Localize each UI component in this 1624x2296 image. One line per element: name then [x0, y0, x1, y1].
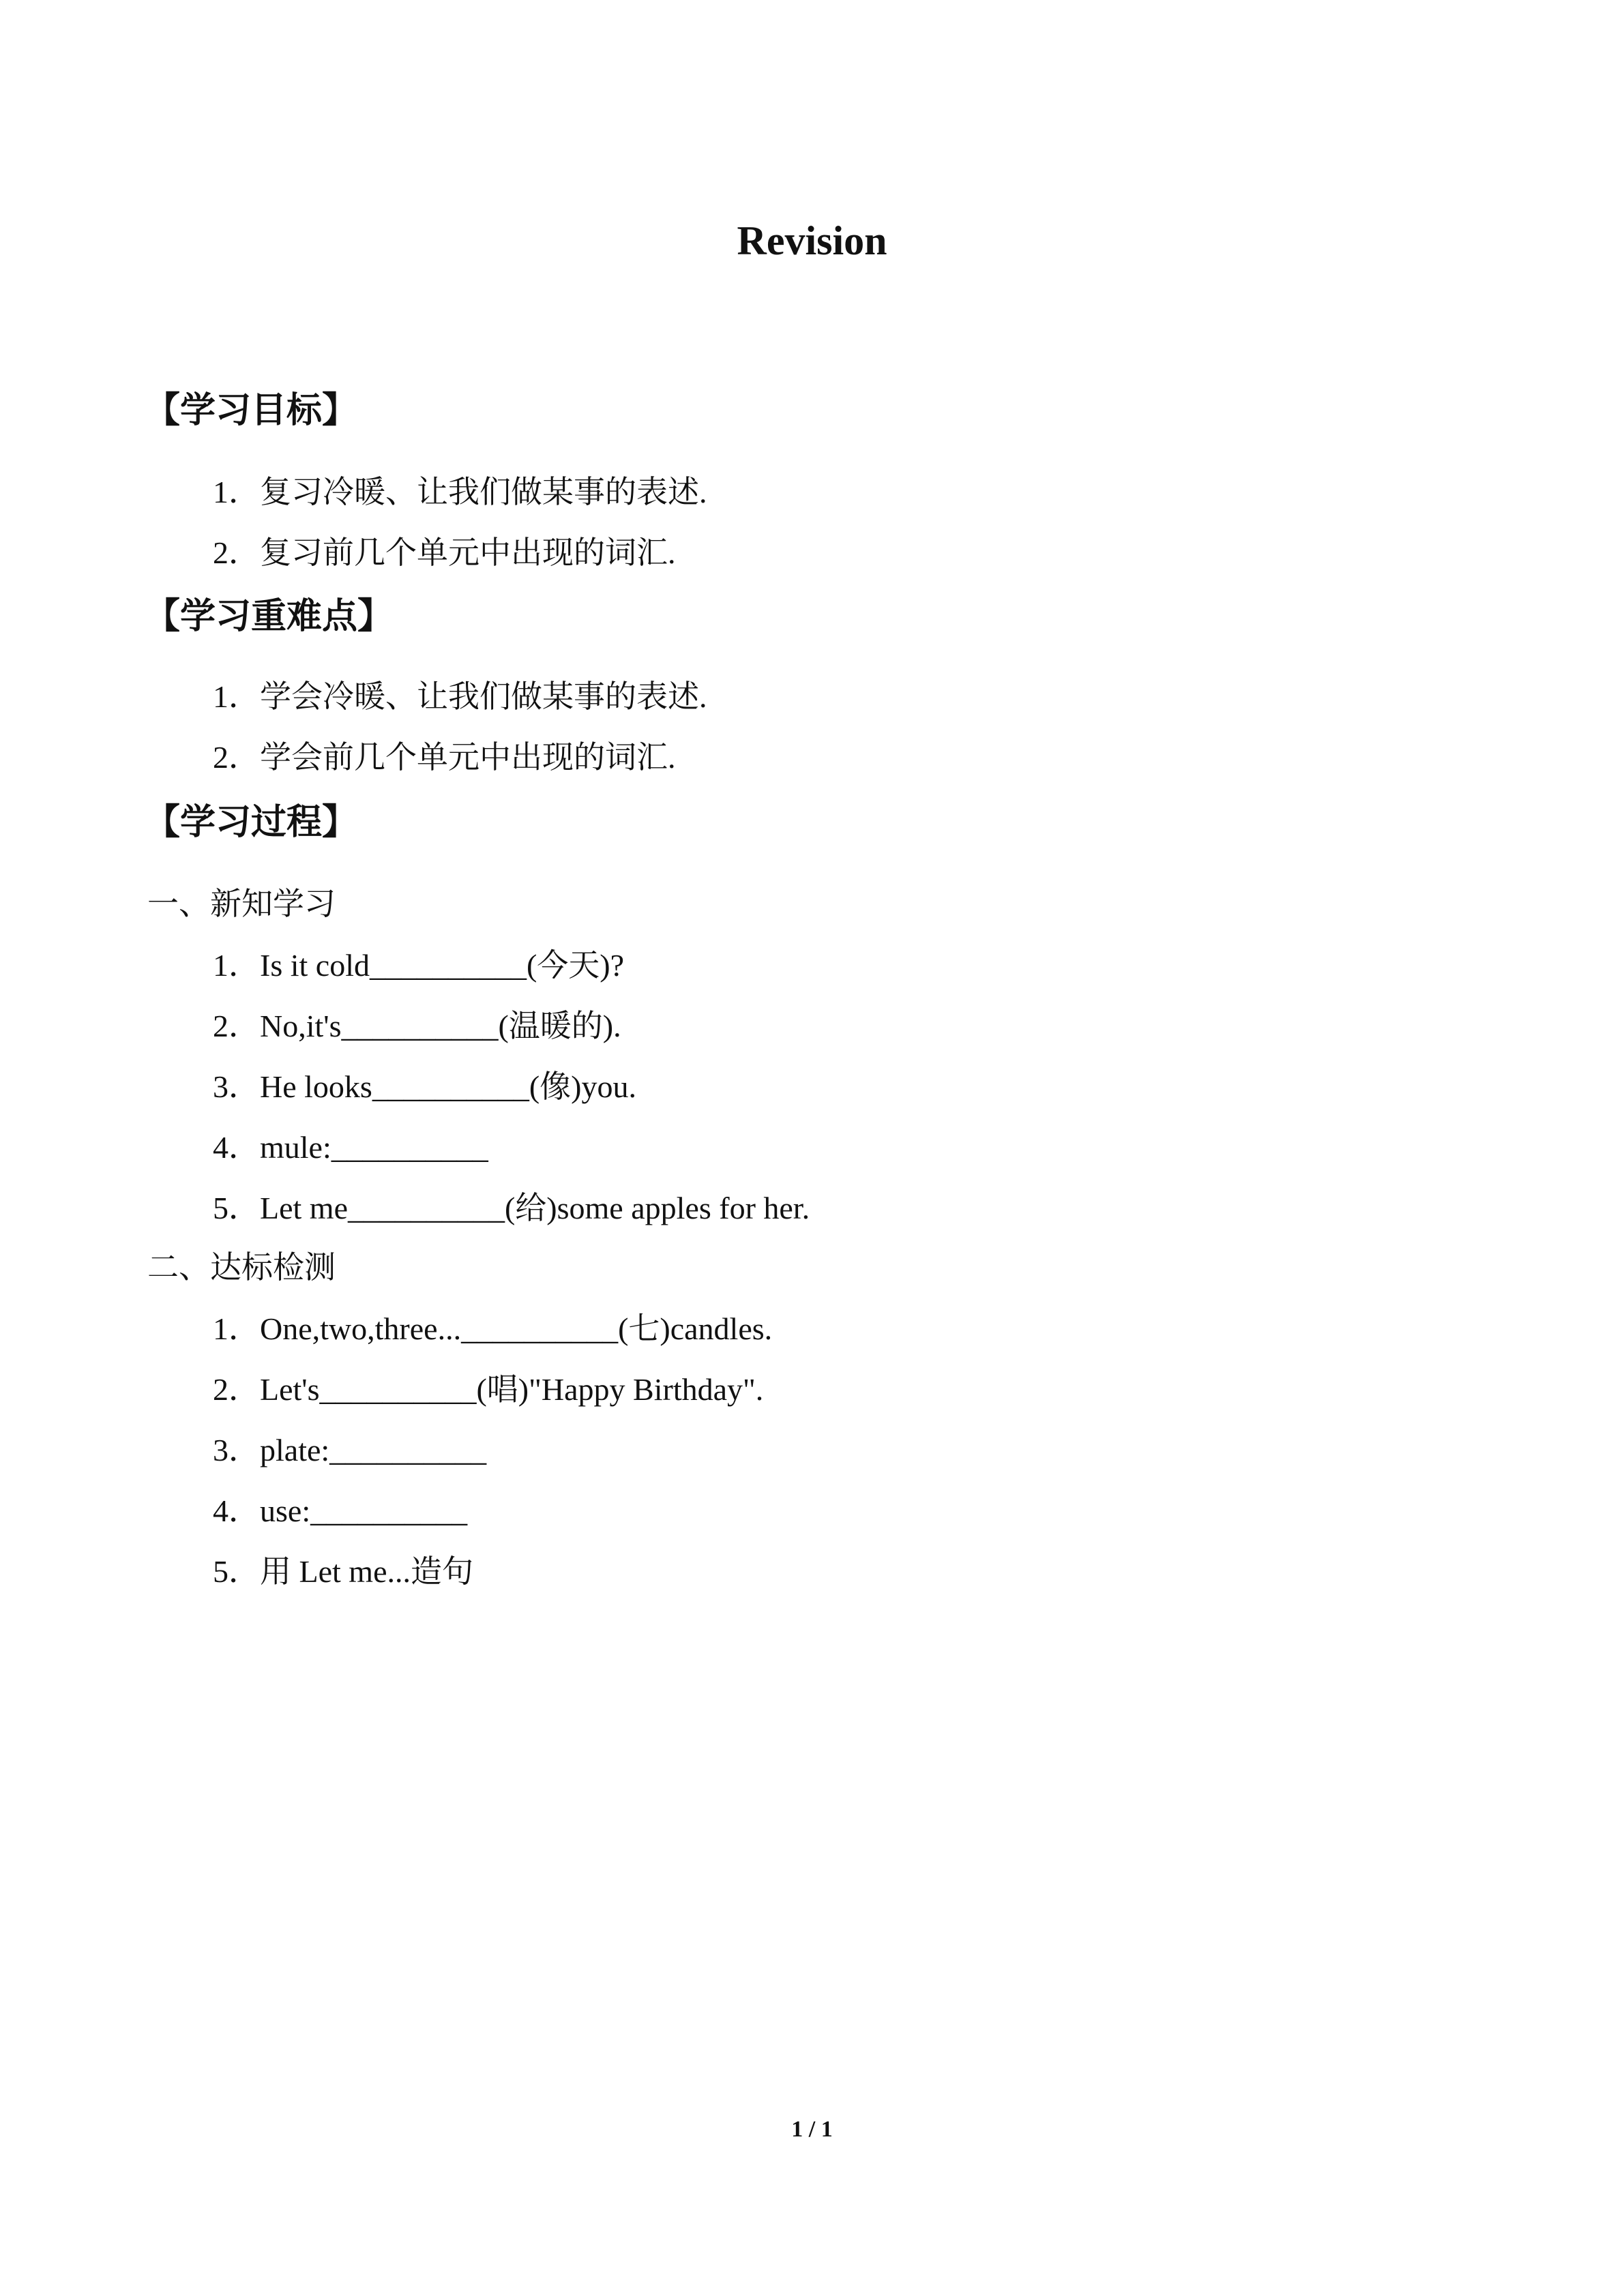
exercise-item-1-2: 2．No,it's__________(温暖的). — [213, 1009, 621, 1043]
exercise-item-1-1: 1．Is it cold__________(今天)? — [213, 948, 625, 983]
exercise-item-2-3: 3．plate:__________ — [213, 1433, 487, 1467]
key-point-item-2: 2．学会前几个单元中出现的词汇. — [213, 740, 676, 775]
section-heading-key-points: 【学习重难点】 — [145, 596, 394, 637]
exercise-item-2-2: 2．Let's__________(唱)"Happy Birthday". — [213, 1372, 764, 1407]
sub-heading-new-knowledge: 一、新知学习 — [147, 886, 336, 921]
exercise-item-1-4: 4．mule:__________ — [213, 1130, 488, 1165]
exercise-item-2-5: 5．用 Let me...造句 — [213, 1554, 473, 1589]
page-number: 1 / 1 — [791, 2117, 833, 2142]
objective-item-2: 2．复习前几个单元中出现的词汇. — [213, 535, 676, 570]
exercise-item-1-3: 3．He looks__________(像)you. — [213, 1069, 636, 1104]
exercise-item-2-4: 4．use:__________ — [213, 1493, 468, 1528]
sub-heading-assessment: 二、达标检测 — [147, 1250, 336, 1285]
section-heading-process: 【学习过程】 — [145, 802, 358, 843]
section-heading-objectives: 【学习目标】 — [145, 390, 358, 431]
objective-item-1: 1．复习冷暖、让我们做某事的表述. — [213, 475, 707, 509]
exercise-item-1-5: 5．Let me__________(给)some apples for her. — [213, 1191, 810, 1225]
exercise-item-2-1: 1．One,two,three...__________(七)candles. — [213, 1311, 773, 1346]
page-title: Revision — [737, 218, 887, 263]
key-point-item-1: 1．学会冷暖、让我们做某事的表述. — [213, 679, 707, 714]
